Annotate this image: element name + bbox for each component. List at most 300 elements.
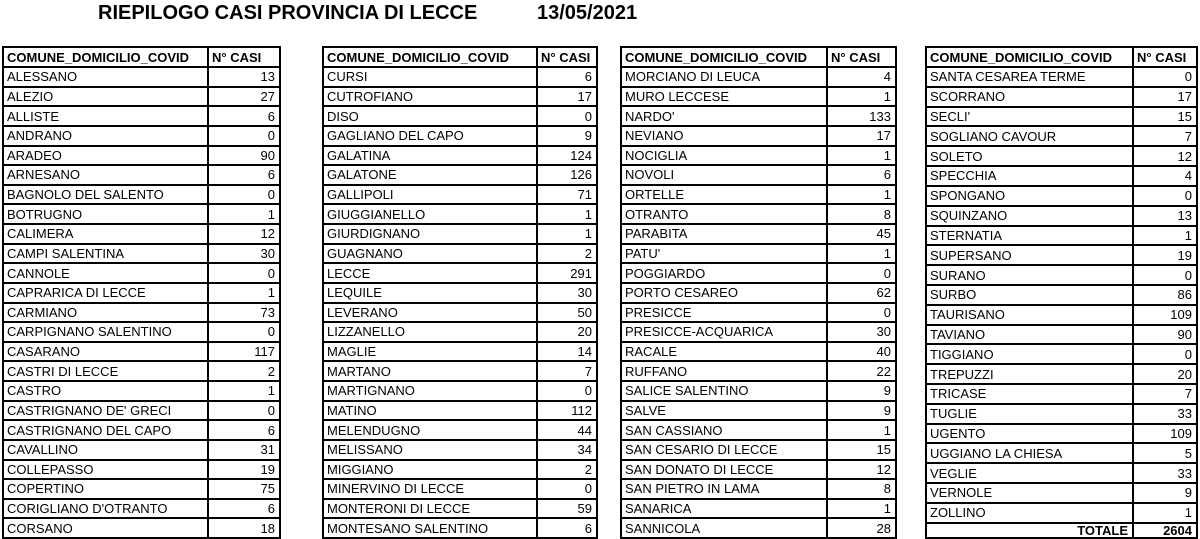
comune-cell: SECLI' xyxy=(926,107,1133,127)
casi-cell: 13 xyxy=(208,67,280,87)
comune-cell: CAPRARICA DI LECCE xyxy=(3,283,208,303)
comune-cell: SURBO xyxy=(926,285,1133,305)
comune-cell: ARNESANO xyxy=(3,165,208,185)
casi-cell: 1 xyxy=(827,244,896,264)
casi-cell: 34 xyxy=(537,440,597,460)
comune-cell: TUGLIE xyxy=(926,404,1133,424)
casi-cell: 6 xyxy=(208,165,280,185)
table-row xyxy=(621,126,896,146)
table-row xyxy=(3,518,280,538)
table-row xyxy=(3,224,280,244)
casi-cell: 33 xyxy=(1133,463,1197,483)
comune-cell: PATU' xyxy=(621,244,827,264)
casi-cell: 59 xyxy=(537,499,597,519)
comune-cell: SANARICA xyxy=(621,499,827,519)
casi-cell: 5 xyxy=(1133,443,1197,463)
comune-cell: GAGLIANO DEL CAPO xyxy=(323,126,537,146)
comune-cell: COPERTINO xyxy=(3,479,208,499)
casi-cell: 90 xyxy=(208,146,280,166)
casi-cell: 33 xyxy=(1133,404,1197,424)
comune-cell: MORCIANO DI LEUCA xyxy=(621,67,827,87)
casi-cell: 50 xyxy=(537,303,597,323)
table-row xyxy=(621,204,896,224)
casi-cell: 0 xyxy=(1133,265,1197,285)
table-row xyxy=(926,146,1197,166)
page-title: RIEPILOGO CASI PROVINCIA DI LECCE xyxy=(98,2,478,24)
casi-cell: 1 xyxy=(827,499,896,519)
table-row xyxy=(323,420,597,440)
table-row xyxy=(926,265,1197,285)
table-row xyxy=(3,499,280,519)
comune-cell: SPECCHIA xyxy=(926,166,1133,186)
comune-cell: GIUGGIANELLO xyxy=(323,204,537,224)
comune-cell: ALESSANO xyxy=(3,67,208,87)
report-date: 13/05/2021 xyxy=(537,2,638,24)
casi-cell: 0 xyxy=(1133,344,1197,364)
table-row xyxy=(3,322,280,342)
table-row xyxy=(926,107,1197,127)
table-row xyxy=(621,479,896,499)
casi-cell: 133 xyxy=(827,106,896,126)
comune-cell: CASTRIGNANO DE' GRECI xyxy=(3,401,208,421)
table-row xyxy=(621,244,896,264)
table-row xyxy=(926,384,1197,404)
casi-cell: 117 xyxy=(208,342,280,362)
table-row xyxy=(621,303,896,323)
casi-cell: 15 xyxy=(827,440,896,460)
table-row xyxy=(621,106,896,126)
table-row xyxy=(621,322,896,342)
table-row xyxy=(3,440,280,460)
table-row xyxy=(3,67,280,87)
comune-cell: TREPUZZI xyxy=(926,364,1133,384)
comune-cell: SURANO xyxy=(926,265,1133,285)
table-header-row xyxy=(621,47,896,67)
table-row xyxy=(3,361,280,381)
table-row xyxy=(323,106,597,126)
table-row xyxy=(926,463,1197,483)
comune-cell: POGGIARDO xyxy=(621,263,827,283)
casi-cell: 0 xyxy=(537,381,597,401)
casi-cell: 13 xyxy=(1133,206,1197,226)
casi-cell: 4 xyxy=(827,67,896,87)
table-row xyxy=(323,224,597,244)
casi-cell: 6 xyxy=(537,67,597,87)
table-row xyxy=(323,126,597,146)
table-row xyxy=(621,381,896,401)
table-row xyxy=(323,479,597,499)
casi-cell: 62 xyxy=(827,283,896,303)
casi-cell: 7 xyxy=(1133,384,1197,404)
casi-cell: 9 xyxy=(827,401,896,421)
table-row xyxy=(323,146,597,166)
comune-cell: CAMPI SALENTINA xyxy=(3,244,208,264)
comune-header: COMUNE_DOMICILIO_COVID xyxy=(926,47,1133,67)
table-row xyxy=(621,518,896,538)
casi-cell: 45 xyxy=(827,224,896,244)
table-row xyxy=(926,483,1197,503)
comune-cell: CAVALLINO xyxy=(3,440,208,460)
table-row xyxy=(323,401,597,421)
comune-cell: OTRANTO xyxy=(621,204,827,224)
comune-cell: SOLETO xyxy=(926,146,1133,166)
table-row xyxy=(621,224,896,244)
casi-cell: 6 xyxy=(208,106,280,126)
casi-cell: 0 xyxy=(208,126,280,146)
table-row xyxy=(926,325,1197,345)
casi-cell: 2 xyxy=(537,460,597,480)
table-row xyxy=(621,420,896,440)
casi-cell: 1 xyxy=(1133,503,1197,523)
table-header-row xyxy=(3,47,280,67)
table-row xyxy=(323,518,597,538)
table-row xyxy=(926,285,1197,305)
table-row xyxy=(621,361,896,381)
comune-cell: SUPERSANO xyxy=(926,245,1133,265)
comune-header: COMUNE_DOMICILIO_COVID xyxy=(3,47,208,67)
casi-cell: 30 xyxy=(208,244,280,264)
comune-cell: CARMIANO xyxy=(3,303,208,323)
table-row xyxy=(621,67,896,87)
comune-cell: GALLIPOLI xyxy=(323,185,537,205)
table-row xyxy=(926,206,1197,226)
table-row xyxy=(3,185,280,205)
comune-cell: GIURDIGNANO xyxy=(323,224,537,244)
table-row xyxy=(926,424,1197,444)
table-row xyxy=(323,460,597,480)
casi-cell: 124 xyxy=(537,146,597,166)
comune-cell: SAN PIETRO IN LAMA xyxy=(621,479,827,499)
cases-table-4 xyxy=(925,46,1198,539)
casi-cell: 112 xyxy=(537,401,597,421)
comune-cell: CURSI xyxy=(323,67,537,87)
casi-cell: 1 xyxy=(827,87,896,107)
comune-cell: GALATINA xyxy=(323,146,537,166)
table-row xyxy=(323,303,597,323)
casi-cell: 28 xyxy=(827,518,896,538)
casi-cell: 109 xyxy=(1133,305,1197,325)
table-row xyxy=(3,263,280,283)
total-label: TOTALE xyxy=(926,523,1133,538)
casi-cell: 2 xyxy=(537,244,597,264)
comune-cell: MAGLIE xyxy=(323,342,537,362)
table-row xyxy=(926,245,1197,265)
comune-cell: MONTERONI DI LECCE xyxy=(323,499,537,519)
comune-cell: SCORRANO xyxy=(926,87,1133,107)
comune-cell: CUTROFIANO xyxy=(323,87,537,107)
table-row xyxy=(3,401,280,421)
casi-cell: 44 xyxy=(537,420,597,440)
table-row xyxy=(3,381,280,401)
comune-cell: SQUINZANO xyxy=(926,206,1133,226)
table-row xyxy=(3,420,280,440)
table-row xyxy=(621,499,896,519)
casi-cell: 15 xyxy=(1133,107,1197,127)
casi-cell: 0 xyxy=(208,263,280,283)
table-row xyxy=(926,503,1197,523)
comune-cell: MURO LECCESE xyxy=(621,87,827,107)
casi-cell: 2 xyxy=(208,361,280,381)
casi-cell: 0 xyxy=(827,263,896,283)
casi-cell: 0 xyxy=(537,106,597,126)
casi-cell: 86 xyxy=(1133,285,1197,305)
comune-cell: COLLEPASSO xyxy=(3,460,208,480)
table-row xyxy=(621,185,896,205)
table-row xyxy=(323,87,597,107)
comune-cell: NEVIANO xyxy=(621,126,827,146)
casi-cell: 18 xyxy=(208,518,280,538)
table-row xyxy=(3,87,280,107)
comune-cell: TAVIANO xyxy=(926,325,1133,345)
casi-cell: 30 xyxy=(827,322,896,342)
casi-cell: 6 xyxy=(537,518,597,538)
comune-cell: TIGGIANO xyxy=(926,344,1133,364)
comune-cell: GUAGNANO xyxy=(323,244,537,264)
comune-cell: GALATONE xyxy=(323,165,537,185)
comune-cell: ALLISTE xyxy=(3,106,208,126)
table-row xyxy=(3,106,280,126)
comune-cell: MATINO xyxy=(323,401,537,421)
casi-header: N° CASI xyxy=(537,47,597,67)
comune-cell: UGENTO xyxy=(926,424,1133,444)
casi-cell: 19 xyxy=(1133,245,1197,265)
comune-cell: ZOLLINO xyxy=(926,503,1133,523)
comune-cell: SALICE SALENTINO xyxy=(621,381,827,401)
comune-cell: LEQUILE xyxy=(323,283,537,303)
table-row xyxy=(926,443,1197,463)
table-row xyxy=(3,204,280,224)
casi-cell: 0 xyxy=(537,479,597,499)
casi-header: N° CASI xyxy=(827,47,896,67)
table-row xyxy=(323,165,597,185)
comune-cell: DISO xyxy=(323,106,537,126)
casi-cell: 1 xyxy=(827,185,896,205)
comune-cell: TRICASE xyxy=(926,384,1133,404)
casi-cell: 12 xyxy=(827,460,896,480)
casi-cell: 22 xyxy=(827,361,896,381)
casi-cell: 27 xyxy=(208,87,280,107)
table-row xyxy=(3,479,280,499)
table-row xyxy=(926,126,1197,146)
casi-cell: 1 xyxy=(208,204,280,224)
comune-cell: CORSANO xyxy=(3,518,208,538)
comune-cell: NOCIGLIA xyxy=(621,146,827,166)
comune-cell: PRESICCE xyxy=(621,303,827,323)
casi-cell: 0 xyxy=(208,322,280,342)
comune-cell: LEVERANO xyxy=(323,303,537,323)
table-row xyxy=(323,499,597,519)
comune-cell: SOGLIANO CAVOUR xyxy=(926,126,1133,146)
casi-cell: 12 xyxy=(1133,146,1197,166)
casi-cell: 0 xyxy=(1133,186,1197,206)
table-row xyxy=(3,342,280,362)
casi-cell: 8 xyxy=(827,204,896,224)
comune-cell: NARDO' xyxy=(621,106,827,126)
comune-cell: RACALE xyxy=(621,342,827,362)
casi-cell: 17 xyxy=(537,87,597,107)
comune-cell: SAN CESARIO DI LECCE xyxy=(621,440,827,460)
comune-cell: VEGLIE xyxy=(926,463,1133,483)
casi-cell: 1 xyxy=(1133,226,1197,246)
comune-cell: MINERVINO DI LECCE xyxy=(323,479,537,499)
total-value: 2604 xyxy=(1133,523,1197,538)
table-row xyxy=(323,381,597,401)
casi-cell: 73 xyxy=(208,303,280,323)
comune-cell: NOVOLI xyxy=(621,165,827,185)
total-row xyxy=(926,523,1197,538)
casi-cell: 1 xyxy=(827,146,896,166)
comune-cell: CASTRIGNANO DEL CAPO xyxy=(3,420,208,440)
comune-header: COMUNE_DOMICILIO_COVID xyxy=(621,47,827,67)
table-row xyxy=(3,244,280,264)
comune-cell: SAN DONATO DI LECCE xyxy=(621,460,827,480)
table-row xyxy=(3,146,280,166)
comune-cell: LIZZANELLO xyxy=(323,322,537,342)
comune-cell: MELENDUGNO xyxy=(323,420,537,440)
casi-cell: 90 xyxy=(1133,325,1197,345)
casi-cell: 14 xyxy=(537,342,597,362)
comune-cell: CASARANO xyxy=(3,342,208,362)
comune-cell: MARTANO xyxy=(323,361,537,381)
table-header-row xyxy=(926,47,1197,67)
comune-cell: PARABITA xyxy=(621,224,827,244)
comune-cell: SANNICOLA xyxy=(621,518,827,538)
casi-cell: 1 xyxy=(208,381,280,401)
casi-cell: 6 xyxy=(827,165,896,185)
comune-cell: VERNOLE xyxy=(926,483,1133,503)
casi-cell: 1 xyxy=(208,283,280,303)
table-row xyxy=(323,67,597,87)
comune-cell: MELISSANO xyxy=(323,440,537,460)
table-row xyxy=(323,185,597,205)
comune-cell: TAURISANO xyxy=(926,305,1133,325)
table-row xyxy=(323,244,597,264)
table-row xyxy=(3,460,280,480)
table-row xyxy=(621,263,896,283)
casi-cell: 71 xyxy=(537,185,597,205)
table-row xyxy=(926,344,1197,364)
comune-cell: MONTESANO SALENTINO xyxy=(323,518,537,538)
table-row xyxy=(621,401,896,421)
comune-cell: ALEZIO xyxy=(3,87,208,107)
comune-cell: MIGGIANO xyxy=(323,460,537,480)
table-row xyxy=(3,283,280,303)
comune-cell: PORTO CESAREO xyxy=(621,283,827,303)
casi-cell: 0 xyxy=(827,303,896,323)
comune-cell: RUFFANO xyxy=(621,361,827,381)
casi-cell: 20 xyxy=(1133,364,1197,384)
casi-cell: 1 xyxy=(537,204,597,224)
casi-cell: 6 xyxy=(208,420,280,440)
table-row xyxy=(926,305,1197,325)
comune-cell: LECCE xyxy=(323,263,537,283)
casi-cell: 1 xyxy=(537,224,597,244)
table-row xyxy=(926,87,1197,107)
casi-cell: 1 xyxy=(827,420,896,440)
table-row xyxy=(323,283,597,303)
table-row xyxy=(621,165,896,185)
table-row xyxy=(323,204,597,224)
comune-cell: BOTRUGNO xyxy=(3,204,208,224)
comune-cell: STERNATIA xyxy=(926,226,1133,246)
comune-cell: BAGNOLO DEL SALENTO xyxy=(3,185,208,205)
table-row xyxy=(323,263,597,283)
comune-cell: SANTA CESAREA TERME xyxy=(926,67,1133,87)
casi-cell: 0 xyxy=(1133,67,1197,87)
comune-cell: ANDRANO xyxy=(3,126,208,146)
casi-cell: 0 xyxy=(208,401,280,421)
table-row xyxy=(926,226,1197,246)
table-row xyxy=(621,460,896,480)
table-row xyxy=(926,166,1197,186)
comune-cell: MARTIGNANO xyxy=(323,381,537,401)
casi-cell: 19 xyxy=(208,460,280,480)
comune-cell: UGGIANO LA CHIESA xyxy=(926,443,1133,463)
table-row xyxy=(621,283,896,303)
casi-cell: 7 xyxy=(537,361,597,381)
casi-cell: 17 xyxy=(827,126,896,146)
comune-cell: CASTRI DI LECCE xyxy=(3,361,208,381)
casi-cell: 9 xyxy=(537,126,597,146)
table-row xyxy=(3,126,280,146)
casi-cell: 31 xyxy=(208,440,280,460)
comune-cell: CALIMERA xyxy=(3,224,208,244)
casi-cell: 291 xyxy=(537,263,597,283)
table-row xyxy=(926,364,1197,384)
table-header-row xyxy=(323,47,597,67)
table-row xyxy=(926,404,1197,424)
table-row xyxy=(3,303,280,323)
casi-cell: 75 xyxy=(208,479,280,499)
casi-cell: 30 xyxy=(537,283,597,303)
casi-cell: 0 xyxy=(208,185,280,205)
comune-cell: CARPIGNANO SALENTINO xyxy=(3,322,208,342)
casi-cell: 109 xyxy=(1133,424,1197,444)
table-row xyxy=(3,165,280,185)
casi-cell: 40 xyxy=(827,342,896,362)
comune-cell: SALVE xyxy=(621,401,827,421)
casi-cell: 17 xyxy=(1133,87,1197,107)
comune-cell: ARADEO xyxy=(3,146,208,166)
comune-cell: CANNOLE xyxy=(3,263,208,283)
casi-cell: 4 xyxy=(1133,166,1197,186)
comune-cell: ORTELLE xyxy=(621,185,827,205)
casi-cell: 20 xyxy=(537,322,597,342)
casi-cell: 7 xyxy=(1133,126,1197,146)
cases-table-3 xyxy=(620,46,897,539)
casi-cell: 9 xyxy=(827,381,896,401)
casi-cell: 6 xyxy=(208,499,280,519)
cases-table-1 xyxy=(2,46,281,539)
casi-header: N° CASI xyxy=(208,47,280,67)
comune-cell: CORIGLIANO D'OTRANTO xyxy=(3,499,208,519)
table-row xyxy=(621,342,896,362)
casi-cell: 126 xyxy=(537,165,597,185)
table-row xyxy=(621,87,896,107)
table-row xyxy=(323,322,597,342)
table-row xyxy=(621,440,896,460)
comune-cell: SAN CASSIANO xyxy=(621,420,827,440)
comune-cell: SPONGANO xyxy=(926,186,1133,206)
table-row xyxy=(926,186,1197,206)
casi-header: N° CASI xyxy=(1133,47,1197,67)
table-row xyxy=(323,361,597,381)
comune-header: COMUNE_DOMICILIO_COVID xyxy=(323,47,537,67)
comune-cell: CASTRO xyxy=(3,381,208,401)
table-row xyxy=(323,440,597,460)
comune-cell: PRESICCE-ACQUARICA xyxy=(621,322,827,342)
table-row xyxy=(621,146,896,166)
